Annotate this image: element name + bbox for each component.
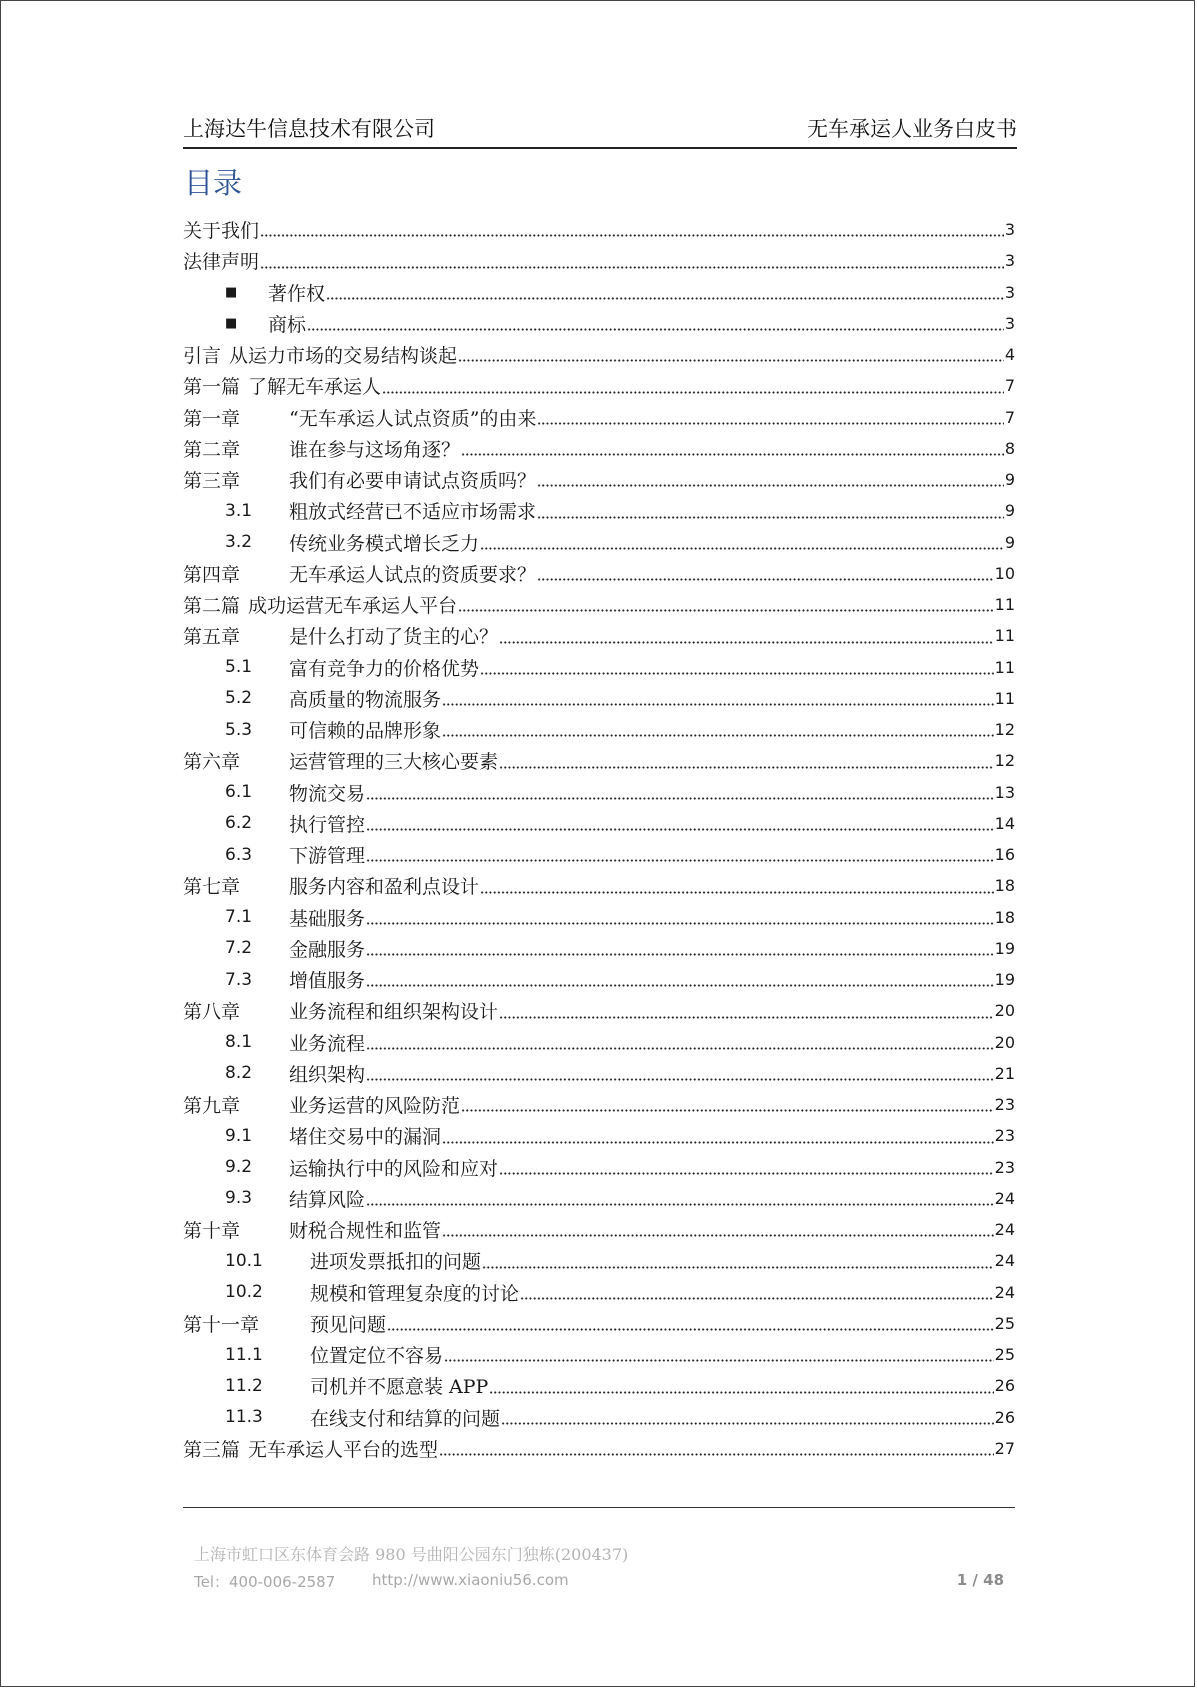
toc-entry-label: 物流交易 [289,782,366,805]
toc-entry[interactable] [183,902,1015,933]
toc-entry-number: 6.1 [225,782,253,803]
toc-entry[interactable] [183,1027,1015,1058]
toc-entry-number: 3.2 [225,532,253,553]
toc-entry-label: 下游管理 [289,845,366,868]
toc-entry-label: “无车承运人试点资质”的由来 [289,407,537,430]
toc-leader-dots [461,1109,994,1112]
toc-leader-dots [260,266,1004,269]
toc-entry-page: 20 [994,1032,1015,1052]
toc-leader-dots [499,641,994,644]
toc-entry-page: 18 [994,876,1015,896]
toc-leader-dots [442,1234,994,1237]
toc-entry-number: 第二篇 [183,595,241,618]
toc-entry-label: 业务运营的风险防范 [289,1095,461,1118]
toc-entry-page: 16 [994,845,1015,865]
toc-entry-page: 9 [1004,501,1015,521]
toc-entry-page: 21 [994,1063,1015,1083]
toc-entry-label: 从运力市场的交易结构谈起 [229,345,458,368]
toc-entry-label: 业务流程和组织架构设计 [289,1001,499,1024]
toc-entry-page: 20 [994,1001,1015,1021]
toc-entry[interactable] [183,1152,1015,1183]
toc-leader-dots [461,453,1004,456]
toc-leader-dots [480,672,994,675]
toc-entry-label: 谁在参与这场角逐？ [289,438,461,461]
toc-entry-page: 26 [994,1376,1015,1396]
toc-entry-page: 9 [1004,470,1015,490]
footer-address: 上海市虹口区东体育会路 980 号曲阳公园东门独栋(200437) [194,1545,629,1564]
toc-entry-page: 3 [1004,251,1015,271]
toc-entry-label: 无车承运人平台的选型 [248,1438,439,1461]
toc-entry-label: 增值服务 [289,970,366,993]
toc-entry-label: 预见问题 [310,1313,387,1336]
toc-entry[interactable] [183,870,1015,901]
toc-entry[interactable] [183,1370,1015,1401]
toc-entry-page: 23 [994,1157,1015,1177]
toc-entry-page: 14 [994,813,1015,833]
toc-entry[interactable] [183,652,1015,683]
toc-entry-label: 高质量的物流服务 [289,688,442,711]
toc-entry-label: 著作权 [268,282,326,305]
toc-entry-number: 8.2 [225,1063,253,1084]
toc-leader-dots [387,1328,994,1331]
toc-entry-page: 24 [994,1282,1015,1302]
toc-entry-number: 5.3 [225,719,253,740]
toc-entry-label: 业务流程 [289,1032,366,1055]
toc-leader-dots [444,1359,994,1362]
toc-entry-number: 6.3 [225,844,253,865]
header-company: 上海达牛信息技术有限公司 [183,117,435,141]
toc-entry-number: 第十一章 [183,1313,260,1336]
toc-leader-dots [439,1453,994,1456]
toc-entry-page: 11 [994,688,1015,708]
toc-entry-label: 组织架构 [289,1063,366,1086]
toc-entry-label: 司机并不愿意装 APP [310,1376,489,1399]
footer-divider [183,1507,1015,1508]
toc-entry[interactable] [183,1183,1015,1214]
page-header [183,113,1017,149]
toc-entry-label: 法律声明 [183,251,260,274]
toc-entry-number: 7.1 [225,907,253,928]
toc-entry[interactable] [183,1277,1015,1308]
toc-leader-dots [499,1016,994,1019]
toc-entry-label: 粗放式经营已不适应市场需求 [289,501,537,524]
toc-entry-number: 第八章 [183,1001,241,1024]
toc-entry-label: 结算风险 [289,1188,366,1211]
toc-entry-number: 3.1 [225,500,253,521]
toc-entry-number: 第十章 [183,1220,241,1243]
toc-entry[interactable] [183,745,1015,776]
toc-entry[interactable] [183,245,1015,276]
toc-leader-dots [458,359,1004,362]
toc-entry-label: 商标 [268,313,307,336]
toc-entry[interactable] [183,1089,1015,1120]
toc-entry-number: 第一章 [183,407,241,430]
toc-entry-label: 规模和管理复杂度的讨论 [310,1282,520,1305]
toc-entry[interactable] [183,1058,1015,1089]
toc-leader-dots [501,1422,994,1425]
toc-entry-page: 23 [994,1095,1015,1115]
toc-entry-page: 11 [994,595,1015,615]
toc-leader-dots [480,547,1004,550]
toc-entry-page: 24 [994,1220,1015,1240]
toc-entry-page: 19 [994,938,1015,958]
toc-entry[interactable] [183,1433,1015,1464]
toc-entry-number: 8.1 [225,1032,253,1053]
toc-entry-label: 无车承运人试点的资质要求？ [289,563,537,586]
footer-tel: Tel：400-006-2587 [194,1573,336,1591]
toc-leader-dots [366,984,994,987]
toc-leader-dots [520,1297,994,1300]
toc-leader-dots [537,578,994,581]
toc-entry[interactable] [183,1120,1015,1151]
toc-entry-label: 可信赖的品牌形象 [289,720,442,743]
toc-entry-label: 关于我们 [183,220,260,243]
toc-entry-page: 11 [994,626,1015,646]
toc-entry[interactable] [183,495,1015,526]
toc-entry-number: 11.3 [225,1407,263,1428]
toc-entry-label: 基础服务 [289,907,366,930]
toc-entry-page: 23 [994,1126,1015,1146]
toc-entry-page: 4 [1004,345,1015,365]
toc-entry-number: 11.2 [225,1375,263,1396]
toc-entry-page: 25 [994,1313,1015,1333]
toc-entry-page: 9 [1004,532,1015,552]
toc-leader-dots [458,609,994,612]
toc-entry-number: 10.1 [225,1250,263,1271]
toc-leader-dots [480,891,994,894]
toc-entry-number: 10.2 [225,1282,263,1303]
toc-entry[interactable] [183,589,1015,620]
toc-entry-number: 9.3 [225,1188,253,1209]
toc-entry[interactable] [183,1339,1015,1370]
toc-entry-number: 第三篇 [183,1438,241,1461]
toc-leader-dots [537,422,1003,425]
toc-leader-dots [366,828,994,831]
toc-entry-label: 执行管控 [289,813,366,836]
toc-entry-number: 第四章 [183,563,241,586]
toc-entry[interactable] [183,308,1015,339]
toc-leader-dots [442,734,994,737]
toc-leader-dots [366,922,994,925]
toc-leader-dots [307,328,1004,331]
toc-entry-page: 26 [994,1407,1015,1427]
toc-entry-label: 在线支付和结算的问题 [310,1407,501,1430]
toc-entry[interactable] [183,808,1015,839]
footer-url-link[interactable]: http://www.xiaoniu56.com [372,1571,569,1589]
toc-entry-number: 第七章 [183,876,241,899]
toc-entry-number: 11.1 [225,1344,263,1365]
toc-leader-dots [382,391,1004,394]
toc-entry[interactable] [183,558,1015,589]
toc-leader-dots [366,797,994,800]
toc-entry-number: 6.2 [225,813,253,834]
toc-entry[interactable] [183,370,1015,401]
toc-entry-number: 7.3 [225,969,253,990]
toc-entry-number: 9.1 [225,1125,253,1146]
toc-leader-dots [366,953,994,956]
toc-entry-page: 3 [1004,282,1015,302]
toc-entry-page: 12 [994,720,1015,740]
toc-entry[interactable] [183,714,1015,745]
toc-heading: 目录 [184,166,243,200]
toc-leader-dots [366,1078,994,1081]
toc-entry-page: 7 [1004,376,1015,396]
toc-entry-number: 第六章 [183,751,241,774]
toc-entry[interactable] [183,777,1015,808]
toc-entry[interactable] [183,464,1015,495]
toc-entry-label: 堵住交易中的漏洞 [289,1126,442,1149]
toc-entry-page: 3 [1004,313,1015,333]
toc-entry[interactable] [183,933,1015,964]
toc-entry-label: 了解无车承运人 [248,376,382,399]
toc-entry-label: 运输执行中的风险和应对 [289,1157,499,1180]
toc-entry-number: 第二章 [183,438,241,461]
toc-entry-label: 财税合规性和监管 [289,1220,442,1243]
toc-entry-page: 24 [994,1251,1015,1271]
toc-leader-dots [537,484,1004,487]
toc-entry-page: 18 [994,907,1015,927]
bullet-icon: ■ [225,284,238,300]
toc-entry-page: 11 [994,657,1015,677]
bullet-icon: ■ [225,315,238,331]
toc-entry-number: 7.2 [225,938,253,959]
toc-leader-dots [366,1047,994,1050]
toc-entry-label: 成功运营无车承运人平台 [248,595,458,618]
toc-entry-label: 进项发票抵扣的问题 [310,1251,482,1274]
toc-entry-label: 富有竞争力的价格优势 [289,657,480,680]
toc-entry-number: 引言 [183,345,222,368]
toc-entry-label: 是什么打动了货主的心？ [289,626,499,649]
toc-entry-number: 5.2 [225,688,253,709]
toc-entry[interactable] [183,433,1015,464]
toc-entry[interactable] [183,214,1015,245]
toc-entry[interactable] [183,1402,1015,1433]
toc-entry-page: 27 [994,1438,1015,1458]
toc-leader-dots [326,297,1004,300]
toc-entry-label: 我们有必要申请试点资质吗？ [289,470,537,493]
toc-entry[interactable] [183,964,1015,995]
toc-entry-label: 位置定位不容易 [310,1345,444,1368]
toc-entry-page: 3 [1004,220,1015,240]
header-doc-title: 无车承运人业务白皮书 [807,117,1017,141]
toc-leader-dots [260,234,1004,237]
toc-entry[interactable] [183,339,1015,370]
toc-leader-dots [537,516,1004,519]
toc-entry[interactable] [183,1245,1015,1276]
toc-leader-dots [366,859,994,862]
toc-entry-number: 第九章 [183,1095,241,1118]
toc-entry[interactable] [183,402,1015,433]
toc-leader-dots [499,1172,994,1175]
toc-entry-page: 10 [994,563,1015,583]
toc-entry[interactable] [183,1214,1015,1245]
page-number: 1 / 48 [956,1571,1004,1589]
toc-entry[interactable] [183,839,1015,870]
toc-leader-dots [442,1141,994,1144]
toc-entry[interactable] [183,1308,1015,1339]
toc-entry-label: 运营管理的三大核心要素 [289,751,499,774]
toc-entry-label: 服务内容和盈利点设计 [289,876,480,899]
toc-entry-page: 24 [994,1188,1015,1208]
toc-entry-number: 5.1 [225,657,253,678]
toc-leader-dots [489,1391,993,1394]
toc-entry-number: 第三章 [183,470,241,493]
toc-entry[interactable] [183,995,1015,1026]
toc-entry-number: 第一篇 [183,376,241,399]
toc-entry[interactable] [183,620,1015,651]
toc-entry[interactable] [183,683,1015,714]
toc-entry-page: 7 [1004,407,1015,427]
toc-entry-page: 13 [994,782,1015,802]
toc-entry[interactable] [183,277,1015,308]
toc-leader-dots [442,703,994,706]
toc-leader-dots [499,766,994,769]
toc-leader-dots [482,1266,994,1269]
toc-entry-page: 25 [994,1345,1015,1365]
toc-entry[interactable] [183,527,1015,558]
toc-entry-page: 19 [994,970,1015,990]
table-of-contents [183,214,1015,1464]
toc-entry-label: 金融服务 [289,938,366,961]
toc-entry-number: 9.2 [225,1157,253,1178]
toc-entry-label: 传统业务模式增长乏力 [289,532,480,555]
toc-entry-page: 12 [994,751,1015,771]
toc-entry-page: 8 [1004,438,1015,458]
toc-entry-number: 第五章 [183,626,241,649]
toc-leader-dots [366,1203,994,1206]
